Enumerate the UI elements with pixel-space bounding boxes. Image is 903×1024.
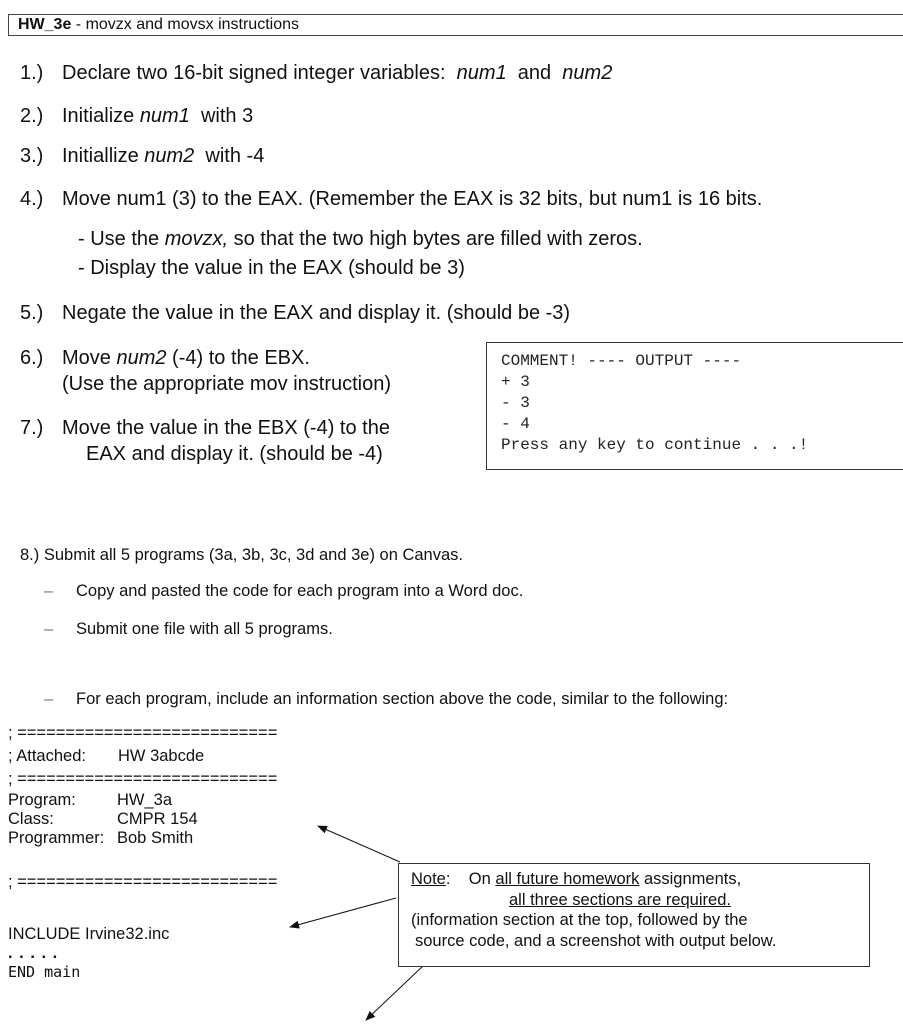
info-end: END main [8,963,81,981]
info-separator: ; =========================== [8,873,278,891]
step-8-bullet-2: – Submit one file with all 5 programs. [44,620,333,638]
info-dots: . . . . . [8,944,59,962]
note-sections-required: all three sections are required. [509,890,731,909]
step-1-mid: and [506,62,563,84]
step-7-number: 7.) [20,417,44,439]
step-5-number: 5.) [20,302,44,324]
step-4-number: 4.) [20,188,44,210]
step-3-text: Initiallize [62,145,145,167]
output-line: - 4 [501,415,530,433]
output-line: - 3 [501,394,530,412]
step-1-var1: num1 [456,62,507,84]
title-rest: - movzx and movsx instructions [71,16,299,33]
step-8-bullet-3: – For each program, include an information section above the code, similar to the following: [44,690,729,708]
note-box: Note: On all future homework assignments, all three sections are required. (information section at the top, followed by the source code, and a screenshot with output below. [398,863,870,967]
info-attached: ; Attached: HW 3abcde [8,747,205,765]
step-3-var: num2 [144,145,195,167]
note-label: Note [411,870,446,888]
info-separator: ; =========================== [8,724,278,742]
info-include: INCLUDE Irvine32.inc [8,925,170,943]
arrow-to-class [318,826,400,862]
step-1-var2: num2 [562,62,613,84]
output-line: + 3 [501,373,530,391]
arrow-to-separator [290,898,396,927]
output-line: COMMENT! ---- OUTPUT ---- [501,352,742,370]
step-2-post: with 3 [189,105,254,127]
step-6-number: 6.) [20,347,44,369]
step-1-text: Declare two 16-bit signed integer variables: [62,62,457,84]
note-line-4: source code, and a screenshot with output below. [415,931,777,950]
info-program: Program: HW_3a [8,791,173,809]
title-bold: HW_3e [18,16,72,33]
step-3-post: with -4 [194,145,265,167]
step-4-sub-1: - Use the movzx, so that the two high bytes are filled with zeros. [78,228,643,250]
step-5-text: Negate the value in the EAX and display it. (should be -3) [62,302,571,324]
step-2-text: Initialize [62,105,140,127]
step-4-text: Move num1 (3) to the EAX. (Remember the EAX is 32 bits, but num1 is 16 bits. [62,188,763,210]
output-line: Press any key to continue . . .! [501,436,809,454]
step-8-bullet-1: – Copy and pasted the code for each program into a Word doc. [44,582,524,600]
step-6: 6.) Move num2 (-4) to the EBX. [20,347,310,369]
info-class: Class: CMPR 154 [8,810,198,828]
step-7-line-2: EAX and display it. (should be -4) [86,443,383,465]
note-line-3: (information section at the top, followed by the [411,911,748,929]
note-future-homework: all future homework [495,870,640,888]
step-3-number: 3.) [20,145,44,167]
step-1-number: 1.) [20,62,44,84]
step-8: 8.) Submit all 5 programs (3a, 3b, 3c, 3d and 3e) on Canvas. [20,546,463,564]
arrow-to-end [366,965,424,1020]
step-4-sub-2: - Display the value in the EAX (should be 3) [78,257,465,279]
step-7: 7.) Move the value in the EBX (-4) to the [20,417,390,439]
info-separator: ; =========================== [8,770,278,788]
info-programmer: Programmer: Bob Smith [8,829,194,847]
step-6-line-2: (Use the appropriate mov instruction) [62,373,392,395]
step-2-number: 2.) [20,105,44,127]
step-2-var: num1 [139,105,190,127]
